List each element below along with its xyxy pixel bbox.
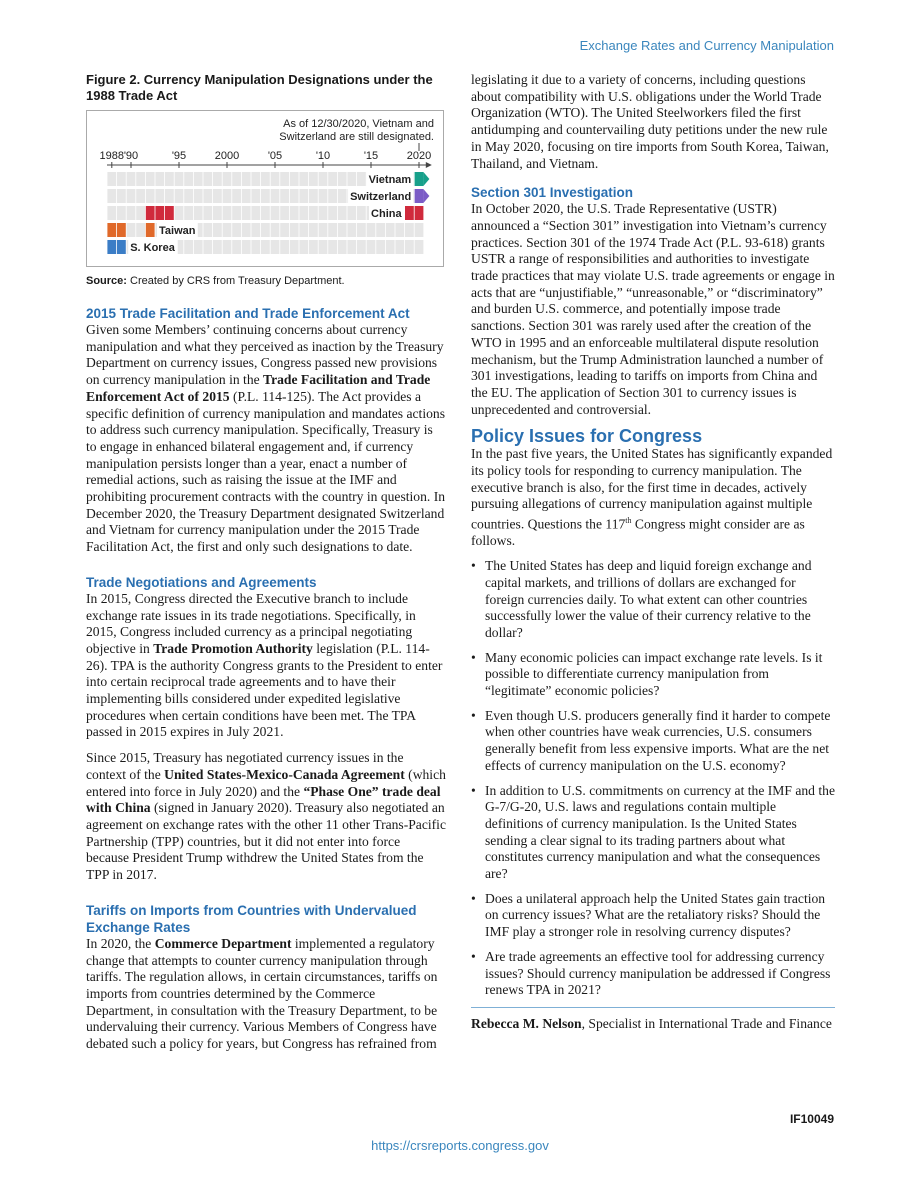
annotation-line-1: As of 12/30/2020, Vietnam and: [283, 118, 434, 130]
empty-cell: [299, 206, 308, 220]
empty-cell: [117, 172, 126, 186]
empty-cell: [242, 206, 251, 220]
empty-cell: [405, 223, 414, 237]
empty-cell: [127, 172, 136, 186]
section-heading-policy-issues: Policy Issues for Congress: [471, 426, 703, 447]
empty-cell: [251, 172, 260, 186]
empty-cell: [261, 172, 270, 186]
empty-cell: [146, 172, 155, 186]
empty-cell: [261, 189, 270, 203]
designation-cell: [415, 172, 424, 186]
empty-cell: [155, 172, 164, 186]
empty-cell: [309, 223, 318, 237]
empty-cell: [271, 223, 280, 237]
empty-cell: [299, 223, 308, 237]
empty-cell: [242, 240, 251, 254]
empty-cell: [223, 189, 232, 203]
empty-cell: [261, 240, 270, 254]
empty-cell: [136, 206, 145, 220]
empty-cell: [376, 240, 385, 254]
policy-questions-list: [471, 558, 835, 999]
empty-cell: [347, 206, 356, 220]
empty-cell: [127, 223, 136, 237]
list-item: • Does a unilateral approach help the United States gain traction on currency issues? What are the retaliatory risks? Should the IMF play a stronger role in resolving currency disputes?: [471, 891, 835, 941]
paragraph-tariffs: In 2020, the Commerce Department implemented a regulatory change that attempts to counter currency manipulation through tariffs. The regulation allows, in certain circumstances, tariffs on imports from countries determined by the Commerce Department, in consultation with the Treasury Department, to be undervaluing their currency. Various Members of Congress have debated such a policy for years, but Congress has refrained from: [86, 935, 438, 1052]
empty-cell: [165, 172, 174, 186]
series-label: Taiwan: [159, 225, 196, 237]
source-label: Source:: [86, 275, 127, 287]
empty-cell: [223, 172, 232, 186]
empty-cell: [299, 240, 308, 254]
empty-cell: [309, 189, 318, 203]
empty-cell: [280, 240, 289, 254]
empty-cell: [395, 223, 404, 237]
empty-cell: [117, 189, 126, 203]
paragraph-trade-facilitation: Given some Members’ continuing concerns about currency manipulation and what they perceived as inaction by the Treasury Department on currency issues, Congress passed new provisions on currency manipulation in the Trade Facilitation and Trade Enforcement Act of 2015 (P.L. 114-125). The Act provides a specific definition of currency manipulation and mandates actions to address such currency manipulation. Specifically, Treasury is to engage in enhanced bilateral engagement and, if currency manipulation persists longer than a year, enact a number of remedial actions, such as raising the issue at the IMF and prohibiting procurement contracts with the country in question. In December 2020, the Treasury Department designated Switzerland and Vietnam for currency manipulation under the 2015 Trade Facilitation Act, the first and only such designations to date.: [86, 322, 446, 555]
empty-cell: [107, 189, 116, 203]
empty-cell: [309, 240, 318, 254]
section-heading-trade-negotiations: Trade Negotiations and Agreements: [86, 574, 317, 590]
empty-cell: [242, 189, 251, 203]
designation-cell: [146, 206, 155, 220]
empty-cell: [261, 206, 270, 220]
empty-cell: [232, 172, 241, 186]
running-header: Exchange Rates and Currency Manipulation: [579, 38, 834, 53]
empty-cell: [127, 206, 136, 220]
author-credit: [471, 1007, 835, 1033]
empty-cell: [175, 172, 184, 186]
empty-cell: [309, 172, 318, 186]
x-tick-label: 2000: [214, 150, 240, 162]
section-heading-tariffs: Tariffs on Imports from Countries with Undervalued Exchange Rates: [86, 902, 417, 935]
empty-cell: [107, 206, 116, 220]
empty-cell: [319, 189, 328, 203]
empty-cell: [386, 240, 395, 254]
empty-cell: [232, 240, 241, 254]
empty-cell: [319, 240, 328, 254]
empty-cell: [319, 206, 328, 220]
empty-cell: [319, 223, 328, 237]
empty-cell: [290, 240, 299, 254]
empty-cell: [357, 206, 366, 220]
empty-cell: [107, 172, 116, 186]
empty-cell: [232, 223, 241, 237]
empty-cell: [155, 189, 164, 203]
empty-cell: [251, 206, 260, 220]
series-label: Vietnam: [368, 174, 412, 186]
designation-cell: [155, 206, 164, 220]
right-column: [471, 72, 835, 1033]
empty-cell: [338, 223, 347, 237]
empty-cell: [203, 240, 212, 254]
empty-cell: [280, 206, 289, 220]
section-heading-trade-facilitation: 2015 Trade Facilitation and Trade Enforcement Act: [86, 306, 410, 321]
x-tick-label: '05: [267, 150, 283, 162]
empty-cell: [175, 189, 184, 203]
annotation-line-2: Switzerland are still designated.: [279, 131, 434, 143]
empty-cell: [175, 206, 184, 220]
empty-cell: [415, 223, 424, 237]
empty-cell: [203, 172, 212, 186]
empty-cell: [165, 189, 174, 203]
empty-cell: [127, 189, 136, 203]
empty-cell: [347, 172, 356, 186]
empty-cell: [299, 189, 308, 203]
x-tick-label: '10: [315, 150, 331, 162]
empty-cell: [136, 172, 145, 186]
empty-cell: [251, 189, 260, 203]
empty-cell: [319, 172, 328, 186]
x-axis-arrow: [426, 162, 432, 168]
empty-cell: [261, 223, 270, 237]
empty-cell: [367, 223, 376, 237]
x-tick-label: 2020: [406, 150, 432, 162]
empty-cell: [271, 240, 280, 254]
empty-cell: [405, 240, 414, 254]
author-title: , Specialist in International Trade and Finance: [581, 1015, 832, 1031]
designation-cell: [415, 206, 424, 220]
empty-cell: [328, 189, 337, 203]
empty-cell: [271, 189, 280, 203]
designation-cell: [405, 206, 414, 220]
empty-cell: [290, 206, 299, 220]
series-label: S. Korea: [130, 242, 175, 254]
empty-cell: [232, 206, 241, 220]
empty-cell: [338, 172, 347, 186]
report-id: IF10049: [789, 1112, 834, 1126]
empty-cell: [347, 240, 356, 254]
designation-cell: [415, 189, 424, 203]
empty-cell: [194, 172, 203, 186]
empty-cell: [386, 223, 395, 237]
empty-cell: [309, 206, 318, 220]
paragraph-trade-negotiations: In 2015, Congress directed the Executive branch to include exchange rate issues in its trade negotiations. Specifically, in 2015, Congress included currency as a principal negotiating objective in Trade Promotion Authority legislation (P.L. 114-26). TPA is the authority Congress grants to the President to enter into certain reciprocal trade agreements and to have their implementing bills considered under expedited legislative procedures when certain conditions have been met. The TPA passed in 2015 expires in July 2021.: [86, 590, 443, 740]
list-item: • Many economic policies can impact exchange rate levels. Is it possible to differentiate currency manipulation from “legitimate” economic policies?: [471, 650, 835, 700]
paragraph-policy-intro: In the past five years, the United States has significantly expanded its policy tools for responding to currency manipulation. The executive branch is also, for the first time in decades, actively pursuing allegations of currency manipulation against multiple countries. Questions the 117th Congress might consider are as follows.: [471, 446, 833, 549]
empty-cell: [146, 189, 155, 203]
empty-cell: [271, 172, 280, 186]
list-item: • In addition to U.S. commitments on currency at the IMF and the G-7/G-20, U.S. laws and regulations contain multiple definitions of currency manipulation. Is the United States sending a clear signal to its trading partners about what constitutes currency manipulation and what the consequences are?: [471, 783, 835, 883]
empty-cell: [184, 206, 193, 220]
empty-cell: [194, 240, 203, 254]
author-name: Rebecca M. Nelson: [471, 1015, 582, 1031]
x-tick-label: 1988: [99, 150, 125, 162]
x-tick-label: '15: [363, 150, 379, 162]
empty-cell: [136, 223, 145, 237]
empty-cell: [271, 206, 280, 220]
source-text: Created by CRS from Treasury Department.: [130, 275, 345, 287]
empty-cell: [357, 172, 366, 186]
empty-cell: [213, 240, 222, 254]
figure-source: [86, 275, 446, 287]
empty-cell: [251, 240, 260, 254]
figure-chart: [86, 110, 444, 267]
empty-cell: [223, 206, 232, 220]
designation-cell: [107, 223, 116, 237]
empty-cell: [347, 223, 356, 237]
designation-cell: [146, 223, 155, 237]
list-item: • Even though U.S. producers generally find it harder to compete when other countries have weak currencies, U.S. consumers generally benefit from less expensive imports. What are the net effects of currency manipulation on the U.S. economy?: [471, 708, 835, 775]
series-label: Switzerland: [350, 191, 412, 203]
designation-arrow: [423, 189, 429, 203]
empty-cell: [194, 189, 203, 203]
empty-cell: [213, 172, 222, 186]
empty-cell: [213, 189, 222, 203]
empty-cell: [328, 240, 337, 254]
empty-cell: [251, 223, 260, 237]
list-item: • The United States has deep and liquid foreign exchange and capital markets, and trillions of dollars are exchanged for foreign currencies daily. To what extent can other countries successfully lower the value of their currency relative to the dollar?: [471, 558, 835, 642]
empty-cell: [203, 223, 212, 237]
empty-cell: [223, 240, 232, 254]
x-tick-label: '95: [171, 150, 187, 162]
empty-cell: [290, 189, 299, 203]
empty-cell: [117, 206, 126, 220]
designation-cell: [117, 240, 126, 254]
empty-cell: [328, 223, 337, 237]
empty-cell: [280, 172, 289, 186]
empty-cell: [194, 206, 203, 220]
empty-cell: [184, 240, 193, 254]
empty-cell: [299, 172, 308, 186]
empty-cell: [136, 189, 145, 203]
empty-cell: [338, 189, 347, 203]
empty-cell: [203, 189, 212, 203]
designation-cell: [117, 223, 126, 237]
series-label: China: [371, 208, 402, 220]
section-heading-section-301: Section 301 Investigation: [471, 185, 634, 201]
empty-cell: [280, 189, 289, 203]
empty-cell: [213, 223, 222, 237]
paragraph-section-301: In October 2020, the U.S. Trade Representative (USTR) announced a “Section 301” investigation into Vietnam’s currency practices. Section 301 of the 1974 Trade Act (P.L. 93-618) grants USTR a range of responsibilities and authorities to investigate trade practices that may violate U.S. trade agreements or engage in acts that are “unjustifiable,” “unreasonable,” or “discriminatory” and burden U.S. commerce, and potentially impose trade sanctions. Section 301 was rarely used after the creation of the WTO in 1995 and an enforceable multilateral dispute resolution mechanism, but the Trump Administration launched a number of 301 investigations, leading to tariffs on imports from China and the EU. The application of Section 301 to currency issues is unprecedented and controversial.: [471, 201, 835, 417]
empty-cell: [328, 206, 337, 220]
empty-cell: [203, 206, 212, 220]
empty-cell: [184, 172, 193, 186]
empty-cell: [367, 240, 376, 254]
paragraph-usmca: Since 2015, Treasury has negotiated currency issues in the context of the United States-Mexico-Canada Agreement (which entered into force in July 2020) and the “Phase One” trade deal with China (signed in January 2020). Treasury also negotiated an agreement on exchange rates with the other 11 other Trans-Pacific Partnership (TPP) countries, but it did not enter into force because President Trump withdrew the United States from the TPP in 2017.: [86, 750, 446, 883]
empty-cell: [328, 172, 337, 186]
empty-cell: [376, 223, 385, 237]
empty-cell: [242, 172, 251, 186]
footer-url[interactable]: https://crsreports.congress.gov: [371, 1138, 549, 1153]
empty-cell: [290, 223, 299, 237]
empty-cell: [223, 223, 232, 237]
empty-cell: [213, 206, 222, 220]
empty-cell: [357, 223, 366, 237]
designation-cell: [165, 206, 174, 220]
list-item: • Are trade agreements an effective tool for addressing currency issues? Should currency manipulation be addressed if Congress renews TPA in 2021?: [471, 949, 835, 999]
empty-cell: [415, 240, 424, 254]
x-tick-label: '90: [123, 150, 139, 162]
designation-cell: [107, 240, 116, 254]
empty-cell: [338, 206, 347, 220]
designation-arrow: [423, 172, 429, 186]
empty-cell: [338, 240, 347, 254]
designation-chart: [87, 111, 443, 266]
empty-cell: [232, 189, 241, 203]
left-column: [86, 72, 446, 1053]
paragraph-continued: legislating it due to a variety of concerns, including questions about compatibility with U.S. obligations under the World Trade Organization (WTO). The United Steelworkers filed the first antidumping and countervailing duty petitions under the new rule in May 2020, focusing on tire imports from South Korea, Taiwan, Thailand, and Vietnam.: [471, 72, 829, 171]
empty-cell: [242, 223, 251, 237]
empty-cell: [357, 240, 366, 254]
empty-cell: [280, 223, 289, 237]
empty-cell: [290, 172, 299, 186]
figure-title: Figure 2. Currency Manipulation Designations under the 1988 Trade Act: [86, 72, 433, 103]
empty-cell: [395, 240, 404, 254]
empty-cell: [184, 189, 193, 203]
